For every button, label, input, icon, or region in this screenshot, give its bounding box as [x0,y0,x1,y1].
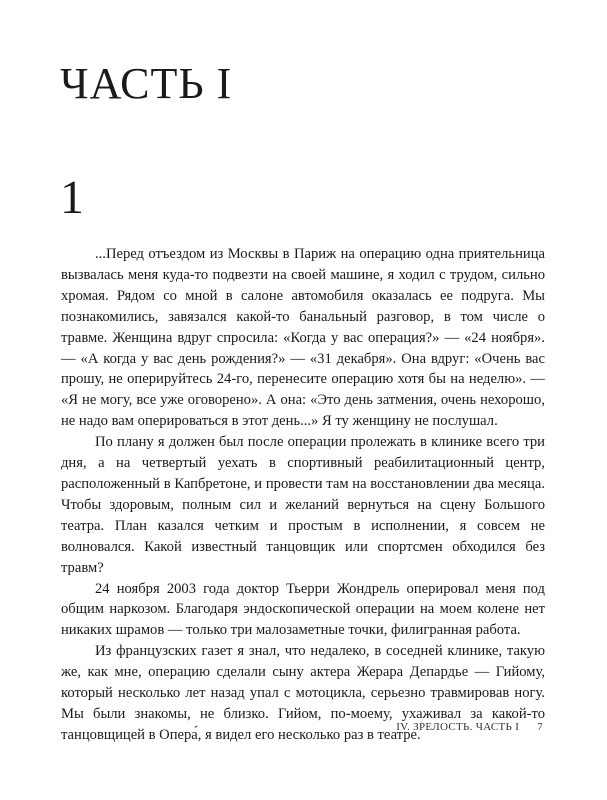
paragraph: 24 ноября 2003 года доктор Тьерри Жондрель оперировал меня под общим наркозом. Благодаря эндоскопической операции на моем колене нет никаких шрамов — только три малозаметные точки, филигранная работа. [61,580,545,639]
paragraph: Из французских газет я знал, что недалеко, в соседней клинике, такую же, как мне, операцию сделали сыну актера Жерара Депардье — Гийому, который несколько лет назад упал с мотоцикла, серьезно травмировав ногу. Мы были знакомы, не близко. Гийом, по-моему, ухаживал за какой-то танцовщицей в Опера́, я видел его несколько раз в театре. [61,643,545,743]
running-head: IV. ЗРЕЛОСТЬ. ЧАСТЬ I [396,721,520,733]
chapter-number: 1 [60,171,84,224]
page-number: 7 [537,721,543,733]
part-title: ЧАСТЬ I [60,59,233,108]
page-footer [396,721,543,733]
paragraph: ...Перед отъездом из Москвы в Париж на операцию одна приятельница вызвалась меня куда-то подвезти на своей машине, я ходил с трудом, сильно хромая. Рядом со мной в салоне автомобиля оказалась ее подруга. Мы познакомились, завязался какой-то банальный разговор, в том числе о травме. Женщина вдруг спросила: «Когда у вас операция?» — «24 ноября». — «А когда у вас день рождения?» — «31 декабря». Она вдруг: «Очень вас прошу, не оперируйтесь 24-го, перенесите операцию хотя бы на неделю». — «Я не могу, все уже оговорено». А она: «Это день затмения, очень нехорошо, не надо вам оперироваться в этот день...» Я ту женщину не послушал. [61,246,545,430]
chapter-body [61,244,545,746]
paragraph: По плану я должен был после операции пролежать в клинике всего три дня, а на четвертый уехать в спортивный реабилитационный центр, расположенный в Капбретоне, и провести там на восстановлении два месяца. Чтобы здоровым, полным сил и желаний вернуться на сцену Большого театра. План казался четким и простым в исполнении, я совсем не волновался. Какой известный танцовщик или спортсмен обходился без травм? [61,434,545,576]
